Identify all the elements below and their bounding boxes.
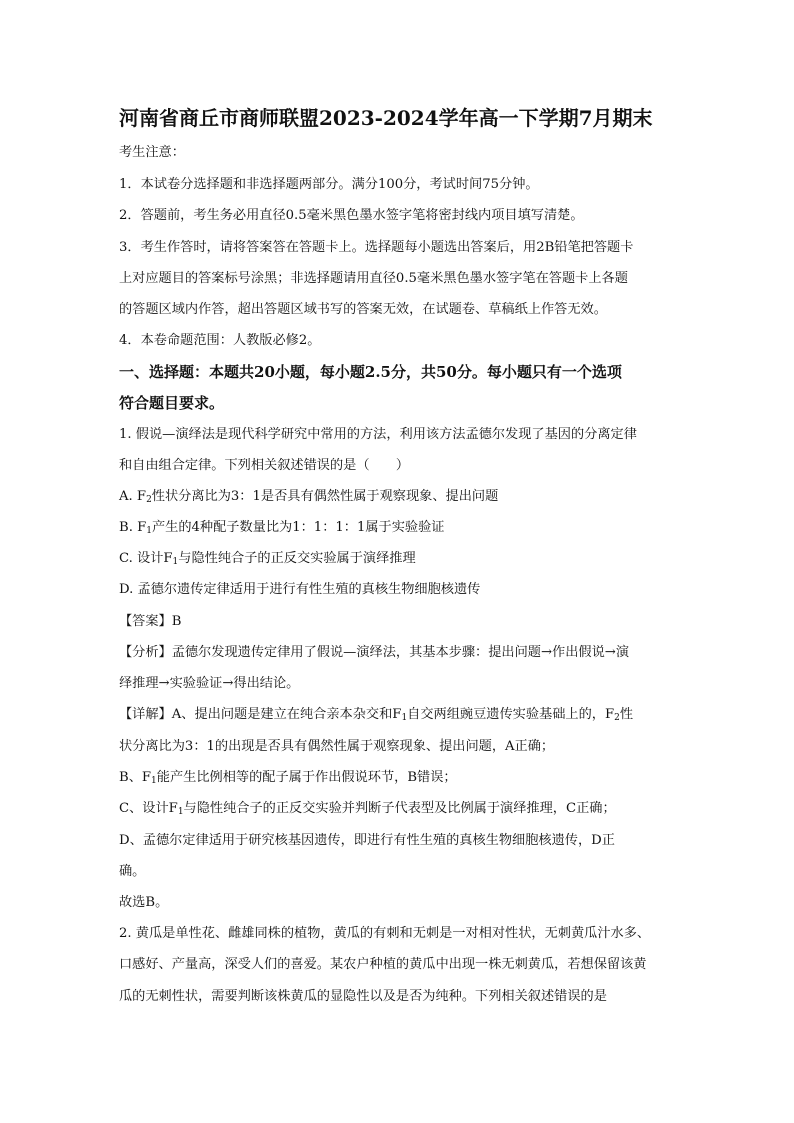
- q1-option-b-sub: 1: [146, 526, 152, 536]
- q1-detail-d-2: 确。: [119, 864, 146, 879]
- q1-analysis-2: 绎推理→实验验证→得出结论。: [119, 676, 300, 691]
- q1-stem-1: 1. 假说—演绎法是现代科学研究中常用的方法，利用该方法孟德尔发现了基因的分离定律: [119, 427, 637, 442]
- q1-option-a-sub: 2: [146, 495, 152, 505]
- q1-detail-label: 【详解】: [119, 707, 172, 722]
- q1-option-a: [119, 487, 498, 510]
- q1-option-b-post: 产生的4种配子数量比为1：1：1：1属于实验验证: [151, 520, 445, 535]
- q1-detail-c-pre: C、设计F: [119, 801, 178, 816]
- q1-answer-label: 【答案】: [119, 614, 172, 629]
- notice-3-cont-1: 上对应题目的答案标号涂黑；非选择题请用直径0.5毫米黑色墨水签字笔在答题卡上各题: [119, 271, 628, 286]
- notice-1: 1．本试卷分选择题和非选择题两部分。满分100分，考试时间75分钟。: [119, 177, 539, 192]
- q1-option-c-sub: 1: [172, 557, 179, 567]
- q1-option-c: [119, 549, 416, 572]
- q1-detail-a-pre: A、提出问题是建立在纯合亲本杂交和F: [171, 707, 402, 722]
- q1-option-a-pre: A. F: [119, 489, 147, 504]
- notice-heading: 考生注意：: [119, 145, 185, 160]
- q1-detail-a-2: 状分离比为3：1的出现是否具有偶然性属于观察现象、提出问题，A正确；: [119, 739, 555, 754]
- q2-stem-2: 口感好、产量高，深受人们的喜爱。某农户种植的黄瓜中出现一株无刺黄瓜，若想保留该黄: [119, 957, 647, 972]
- q1-detail-b-post: 能产生比例相等的配子属于作出假说环节，B错误；: [156, 770, 457, 785]
- document-title: 河南省商丘市商师联盟2023-2024学年高一下学期7月期末: [119, 106, 653, 130]
- q1-analysis-1: [119, 643, 629, 663]
- q1-option-b-pre: B. F: [119, 520, 147, 535]
- q1-detail-a-post: 性: [619, 707, 634, 722]
- q1-detail-a-1: [119, 705, 633, 728]
- notice-3-cont-2: 的答题区域内作答，超出答题区域书写的答案无效，在试题卷、草稿纸上作答无效。: [119, 302, 607, 317]
- q1-answer-value: B: [171, 614, 182, 629]
- q1-detail-a-sub2: 2: [614, 713, 620, 723]
- q1-stem-2: 和自由组合定律。下列相关叙述错误的是（ ）: [119, 458, 410, 473]
- q1-detail-c-sub: 1: [177, 807, 184, 817]
- q2-stem-3: 瓜的无刺性状，需要判断该株黄瓜的显隐性以及是否为纯种。下列相关叙述错误的是: [119, 989, 607, 1004]
- q1-detail-c-post: 与隐性纯合子的正反交实验并判断子代表型及比例属于演绎推理，C正确；: [183, 801, 616, 816]
- q1-answer: [119, 612, 181, 632]
- notice-4: 4．本卷命题范围：人教版必修2。: [119, 333, 321, 348]
- q1-detail-b-pre: B、F: [119, 770, 152, 785]
- q1-option-c-post: 与隐性纯合子的正反交实验属于演绎推理: [178, 551, 416, 566]
- q1-detail-b: [119, 768, 457, 791]
- q1-detail-d-1: D、孟德尔定律适用于研究核基因遗传，即进行有性生殖的真核生物细胞核遗传，D正: [119, 833, 615, 848]
- q1-detail-a-mid: 自交两组豌豆遗传实验基础上的，F: [407, 707, 615, 722]
- q1-detail-c: [119, 799, 616, 822]
- q1-detail-a-sub1: 1: [401, 713, 408, 723]
- q1-analysis-text-1: 孟德尔发现遗传定律用了假说—演绎法，其基本步骤：提出问题→作出假说→演: [171, 645, 630, 660]
- q1-option-c-pre: C. 设计F: [119, 551, 173, 566]
- q1-conclusion: 故选B。: [119, 895, 169, 910]
- notice-2: 2．答题前，考生务必用直径0.5毫米黑色墨水签字笔将密封线内项目填写清楚。: [119, 208, 584, 223]
- section-heading: 一、选择题：本题共20小题，每小题2.5分，共50分。每小题只有一个选项: [119, 363, 622, 381]
- q1-option-d: D. 孟德尔遗传定律适用于进行有性生殖的真核生物细胞核遗传: [119, 582, 481, 597]
- q2-stem-1: 2. 黄瓜是单性花、雌雄同株的植物，黄瓜的有刺和无刺是一对相对性状，无刺黄瓜汁水多、: [119, 926, 651, 941]
- section-heading-cont: 符合题目要求。: [119, 394, 225, 412]
- q1-option-b: [119, 518, 444, 541]
- notice-3: 3．考生作答时，请将答案答在答题卡上。选择题每小题选出答案后，用2B铅笔把答题卡: [119, 240, 634, 255]
- q1-analysis-label: 【分析】: [119, 645, 172, 660]
- q1-option-a-post: 性状分离比为3：1是否具有偶然性属于观察现象、提出问题: [151, 489, 499, 504]
- q1-detail-b-sub: 1: [151, 776, 157, 786]
